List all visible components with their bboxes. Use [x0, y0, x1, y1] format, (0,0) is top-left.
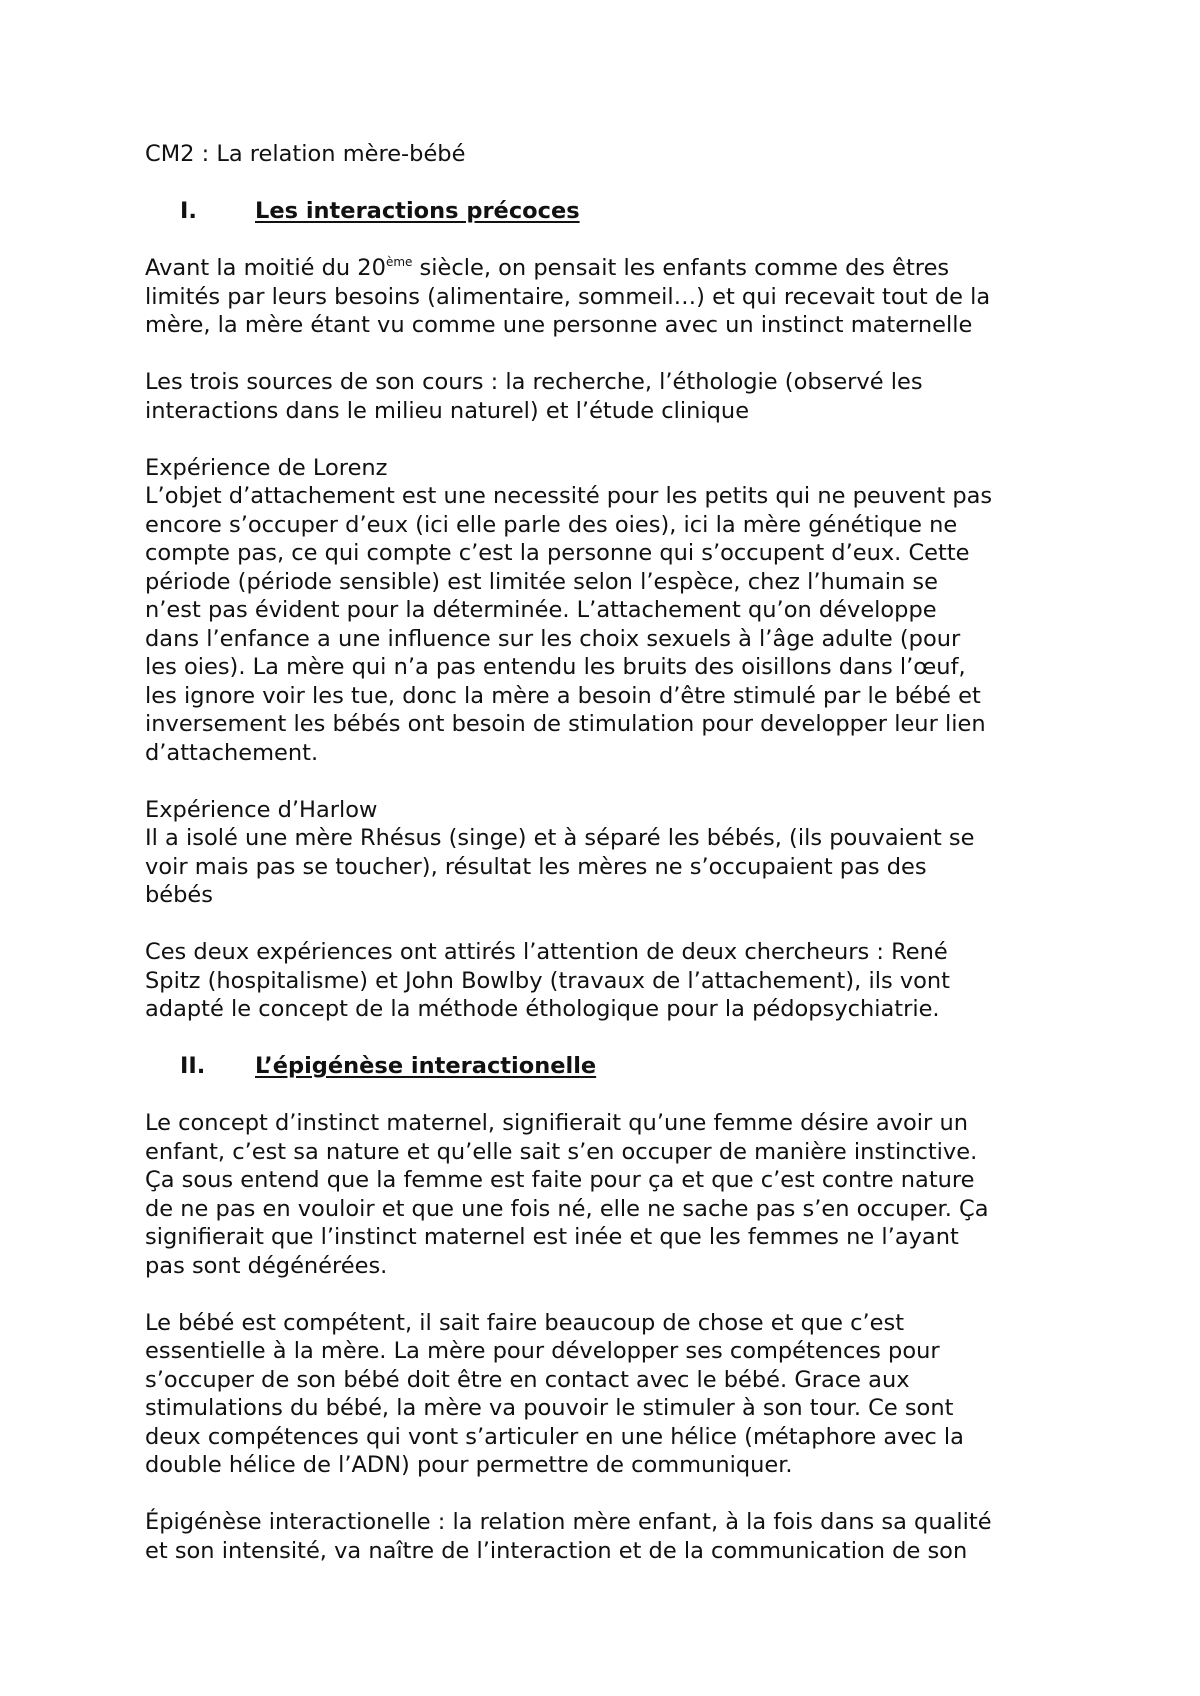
text-line: et son intensité, va naître de l’interaction et de la communication de son — [145, 1537, 968, 1564]
subheading-harlow: Expérience d’Harlow — [145, 796, 378, 823]
text-line: compte pas, ce qui compte c’est la personne qui s’occupent d’eux. Cette — [145, 540, 970, 566]
text-line: encore s’occuper d’eux (ici elle parle des oies), ici la mère génétique ne — [145, 511, 958, 538]
spacer — [145, 910, 1075, 939]
text-line: double hélice de l’ADN) pour permettre de communiquer. — [145, 1452, 793, 1478]
text-line: Le concept d’instinct maternel, signifierait qu’une femme désire avoir un — [145, 1110, 968, 1136]
paragraph — [145, 454, 1075, 768]
text-segment: siècle, on pensait les enfants comme des êtres — [412, 255, 950, 281]
text-line: n’est pas évident pour la déterminée. L’attachement qu’on développe — [145, 597, 937, 623]
text-line: inversement les bébés ont besoin de stimulation pour developper leur lien — [145, 711, 986, 737]
text-line: d’attachement. — [145, 739, 319, 766]
text-line: limités par leurs besoins (alimentaire, sommeil…) et qui recevait tout de la — [145, 283, 991, 310]
text-line: Ces deux expériences ont attirés l’attention de deux chercheurs : René — [145, 939, 948, 965]
spacer — [145, 425, 1075, 454]
text-segment: Avant la moitié du 20 — [145, 255, 386, 281]
text-line: de ne pas en vouloir et que une fois né, elle ne sache pas s’en occuper. Ça — [145, 1195, 989, 1222]
section-title: Les interactions précoces — [255, 198, 580, 224]
paragraph — [145, 1109, 1075, 1280]
spacer — [145, 169, 1075, 198]
paragraph — [145, 796, 1075, 910]
paragraph — [145, 368, 1075, 425]
section-heading-1 — [145, 197, 1075, 226]
spacer — [145, 767, 1075, 796]
text-line: voir mais pas se toucher), résultat les mères ne s’occupaient pas des — [145, 853, 927, 880]
paragraph — [145, 1309, 1075, 1480]
text-line: essentielle à la mère. La mère pour développer ses compétences pour — [145, 1338, 940, 1364]
text-line: période (période sensible) est limitée selon l’espèce, chez l’humain se — [145, 568, 938, 595]
spacer — [145, 1480, 1075, 1509]
section-number: II. — [180, 1053, 206, 1079]
spacer — [145, 226, 1075, 255]
text-line: stimulations du bébé, la mère va pouvoir le stimuler à son tour. Ce sont — [145, 1395, 954, 1421]
text-line: L’objet d’attachement est une necessité pour les petits qui ne peuvent pas — [145, 483, 993, 509]
paragraph — [145, 254, 1075, 340]
spacer — [145, 1280, 1075, 1309]
spacer — [145, 1081, 1075, 1110]
spacer — [145, 1024, 1075, 1053]
text-line: adapté le concept de la méthode éthologique pour la pédopsychiatrie. — [145, 996, 940, 1022]
subheading-lorenz: Expérience de Lorenz — [145, 454, 388, 481]
text-line: enfant, c’est sa nature et qu’elle sait s’en occuper de manière instinctive. — [145, 1138, 978, 1165]
text-line: Le bébé est compétent, il sait faire beaucoup de chose et que c’est — [145, 1309, 905, 1336]
text-line: Épigénèse interactionelle : la relation mère enfant, à la fois dans sa qualité — [145, 1509, 992, 1535]
superscript: ème — [385, 255, 413, 269]
document-title: CM2 : La relation mère-bébé — [145, 141, 466, 167]
spacer — [145, 340, 1075, 369]
document-body — [145, 140, 1075, 1565]
text-line: Il a isolé une mère Rhésus (singe) et à séparé les bébés, (ils pouvaient se — [145, 825, 975, 851]
text-line: bébés — [145, 882, 213, 908]
text-line: deux compétences qui vont s’articuler en une hélice (métaphore avec la — [145, 1423, 964, 1450]
text-line: les ignore voir les tue, donc la mère a besoin d’être stimulé par le bébé et — [145, 682, 981, 709]
text-line: s’occuper de son bébé doit être en contact avec le bébé. Grace aux — [145, 1366, 910, 1393]
section-title: L’épigénèse interactionelle — [255, 1053, 597, 1079]
text-line: les oies). La mère qui n’a pas entendu les bruits des oisillons dans l’œuf, — [145, 654, 966, 680]
text-line: signifierait que l’instinct maternel est inée et que les femmes ne l’ayant — [145, 1224, 959, 1250]
paragraph — [145, 938, 1075, 1024]
text-line: Spitz (hospitalisme) et John Bowlby (travaux de l’attachement), ils vont — [145, 967, 950, 994]
text-line: Ça sous entend que la femme est faite pour ça et que c’est contre nature — [145, 1167, 975, 1193]
text-line: dans l’enfance a une influence sur les choix sexuels à l’âge adulte (pour — [145, 625, 961, 652]
paragraph — [145, 1508, 1075, 1565]
section-number: I. — [180, 198, 197, 224]
text-line: interactions dans le milieu naturel) et l’étude clinique — [145, 397, 750, 424]
text-line: mère, la mère étant vu comme une personne avec un instinct maternelle — [145, 312, 973, 338]
text-line: pas sont dégénérées. — [145, 1252, 388, 1279]
text-line: Les trois sources de son cours : la recherche, l’éthologie (observé les — [145, 369, 923, 395]
section-heading-2 — [145, 1052, 1075, 1081]
text-line — [145, 254, 1075, 283]
